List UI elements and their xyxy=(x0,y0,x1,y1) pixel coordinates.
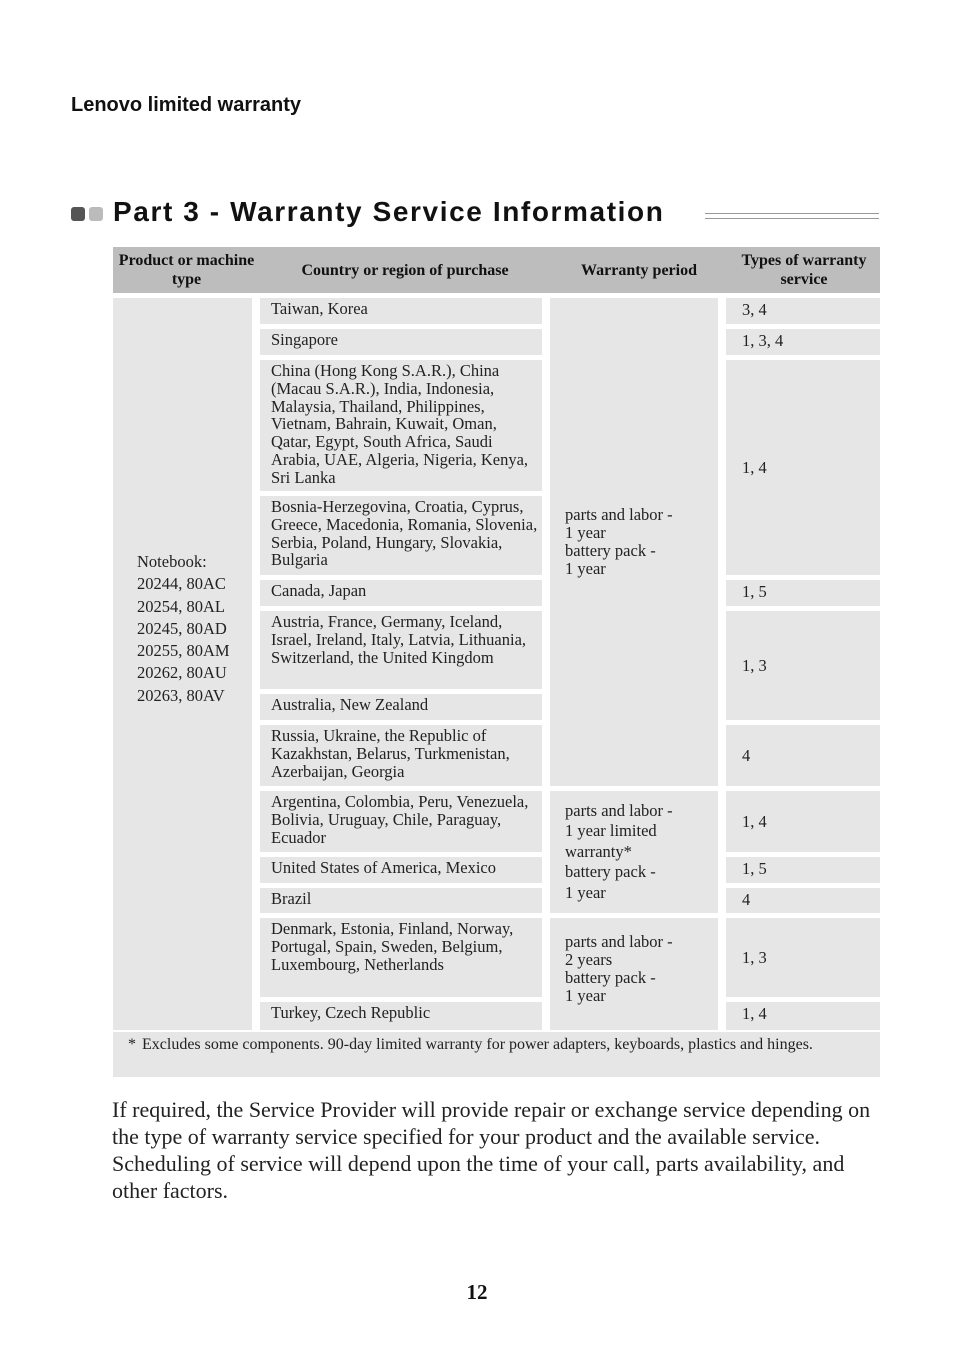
country-cell: Austria, France, Germany, Iceland, Israel, Ireland, Italy, Latvia, Lithuania, Switzerland, the United Kingdom xyxy=(260,611,542,689)
header-period: Warranty period xyxy=(581,261,697,279)
heading-bullet-light-icon xyxy=(89,207,103,221)
period-line: battery pack - xyxy=(565,541,656,560)
period-line: warranty* xyxy=(565,841,632,861)
type-cell: 4 xyxy=(726,725,880,786)
running-header: Lenovo limited warranty xyxy=(71,94,302,116)
product-line: 20254, 80AL xyxy=(137,596,225,616)
footnote-text: Excludes some components. 90-day limited warranty for power adapters, keyboards, plastics and hinges. xyxy=(142,1036,813,1053)
type-cell: 4 xyxy=(726,888,880,913)
header-country: Country or region of purchase xyxy=(301,261,509,279)
country-cell: Denmark, Estonia, Finland, Norway, Portugal, Spain, Sweden, Belgium, Luxembourg, Netherlands xyxy=(260,918,542,997)
type-cell: 1, 5 xyxy=(726,580,880,606)
country-cell: Canada, Japan xyxy=(260,580,542,606)
body-paragraph: If required, the Service Provider will provide repair or exchange service depending on the type of warranty service specified for your product and the available service. Scheduling of service will depend upon the time of your call, parts availability, and other factors. xyxy=(112,1097,871,1203)
heading-rule xyxy=(705,213,879,219)
country-cell: China (Hong Kong S.A.R.), China (Macau S.A.R.), India, Indonesia, Malaysia, Thailand, Philippines, Vietnam, Bahrain, Kuwait, Oman, Qatar, Egypt, South Africa, Saudi Arabia, UAE, Algeria, Nigeria, Kenya, Sri Lanka xyxy=(260,360,542,491)
country-cell: Brazil xyxy=(260,888,542,913)
product-line: 20244, 80AC xyxy=(137,574,226,594)
period-line: 1 year limited xyxy=(565,821,657,841)
footnote-marker: * xyxy=(128,1036,136,1053)
product-line: 20262, 80AU xyxy=(137,663,227,683)
table-header xyxy=(113,247,880,293)
country-cell: Taiwan, Korea xyxy=(260,298,542,324)
section-title: Part 3 - Warranty Service Information xyxy=(113,196,665,227)
product-cell xyxy=(113,298,252,1030)
product-line: 20263, 80AV xyxy=(137,685,225,705)
period-line: 1 year xyxy=(565,523,606,543)
section-heading xyxy=(71,196,879,234)
country-cell: Bosnia-Herzegovina, Croatia, Cyprus, Greece, Macedonia, Romania, Slovenia, Serbia, Poland, Hungary, Slovakia, Bulgaria xyxy=(260,496,542,575)
type-cell: 1, 4 xyxy=(726,791,880,852)
type-cell: 1, 3 xyxy=(726,611,880,720)
country-cell: Argentina, Colombia, Peru, Venezuela, Bolivia, Uruguay, Chile, Paraguay, Ecuador xyxy=(260,791,542,852)
product-line: Notebook: xyxy=(137,551,207,571)
country-cell: Singapore xyxy=(260,329,542,355)
period-line: parts and labor - xyxy=(565,505,673,525)
period-cell xyxy=(550,918,718,1030)
period-line: battery pack - xyxy=(565,968,656,987)
period-line: 1 year xyxy=(565,558,606,578)
country-cell: Turkey, Czech Republic xyxy=(260,1002,542,1030)
country-cell: United States of America, Mexico xyxy=(260,857,542,883)
product-line: 20245, 80AD xyxy=(137,618,227,638)
period-cell xyxy=(550,791,718,913)
period-cell xyxy=(550,298,718,786)
header-types: Types of warranty service xyxy=(741,252,867,288)
period-line: parts and labor - xyxy=(565,932,673,952)
table-footnote xyxy=(113,1032,880,1077)
type-cell: 1, 3, 4 xyxy=(726,329,880,355)
period-line: 2 years xyxy=(565,950,613,970)
page-number: 12 xyxy=(466,1280,488,1304)
type-cell: 3, 4 xyxy=(726,298,880,324)
country-cell: Russia, Ukraine, the Republic of Kazakhstan, Belarus, Turkmenistan, Azerbaijan, Georgia xyxy=(260,725,542,786)
product-line: 20255, 80AM xyxy=(137,641,230,661)
period-line: parts and labor - xyxy=(565,800,673,820)
type-cell: 1, 4 xyxy=(726,1002,880,1030)
period-line: 1 year xyxy=(565,985,606,1005)
country-cell: Australia, New Zealand xyxy=(260,694,542,720)
period-line: 1 year xyxy=(565,882,606,902)
type-cell: 1, 5 xyxy=(726,857,880,883)
heading-bullet-dark-icon xyxy=(71,207,85,221)
period-line: battery pack - xyxy=(565,862,656,882)
header-product: Product or machine type xyxy=(118,252,255,288)
type-cell: 1, 3 xyxy=(726,918,880,997)
type-cell: 1, 4 xyxy=(726,360,880,575)
